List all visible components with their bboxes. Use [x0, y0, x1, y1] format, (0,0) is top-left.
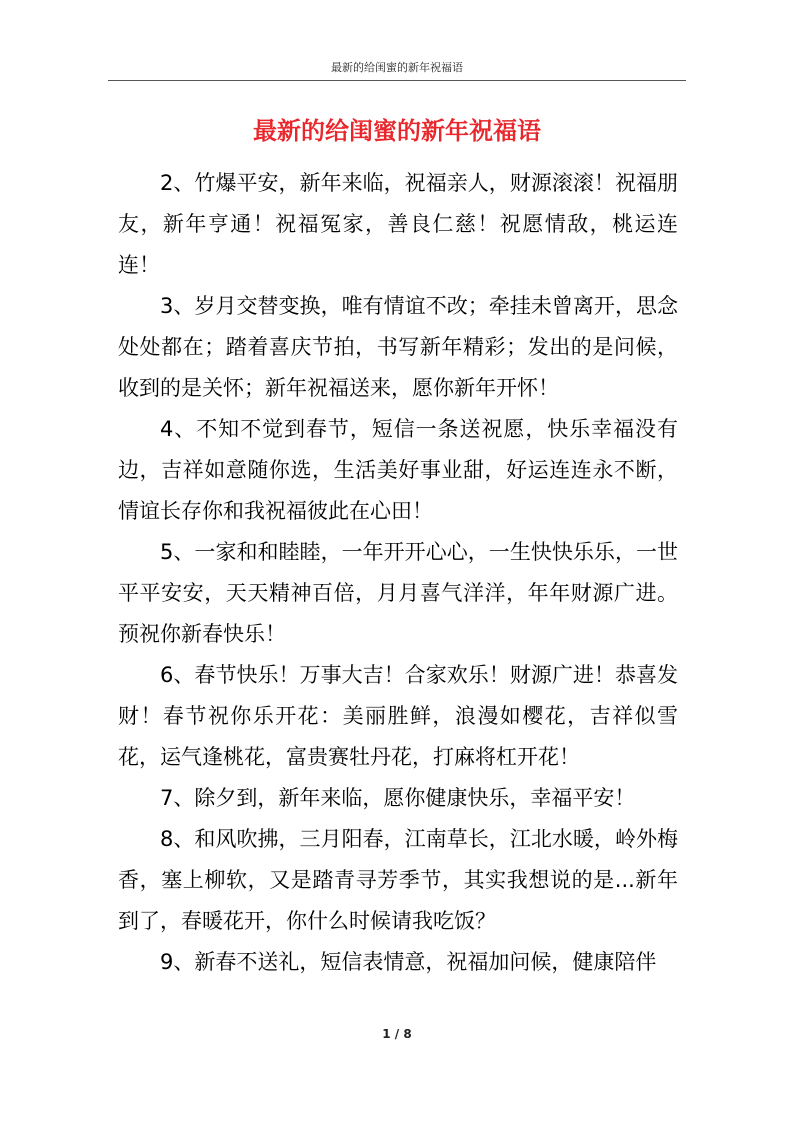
running-header: 最新的给闺蜜的新年祝福语 — [331, 61, 463, 74]
paragraph: 9、新春不送礼，短信表情意，祝福加问候，健康陪伴 — [160, 950, 657, 974]
document-title: 最新的给闺蜜的新年祝福语 — [253, 117, 541, 145]
paragraph: 4、不知不觉到春节，短信一条送祝愿，快乐幸福没有边，吉祥如意随你选，生活美好事业甜，好运连连永不断，情谊长存你和我祝福彼此在心田！ — [118, 417, 678, 523]
paragraph: 8、和风吹拂，三月阳春，江南草长，江北水暖，岭外梅香，塞上柳软，又是踏青寻芳季节，其实我想说的是...新年到了，春暖花开，你什么时候请我吃饭？ — [118, 827, 678, 933]
paragraph: 5、一家和和睦睦，一年开开心心，一生快快乐乐，一世平平安安，天天精神百倍，月月喜气洋洋，年年财源广进。预祝你新春快乐！ — [118, 540, 678, 646]
document-body — [118, 163, 678, 983]
paragraph: 2、竹爆平安，新年来临，祝福亲人，财源滚滚！祝福朋友，新年亨通！祝福冤家，善良仁慈！祝愿情敌，桃运连连！ — [118, 171, 678, 277]
paragraph: 7、除夕到，新年来临，愿你健康快乐，幸福平安！ — [160, 786, 636, 810]
paragraph: 3、岁月交替变换，唯有情谊不改；牵挂未曾离开，思念处处都在；踏着喜庆节拍，书写新年精彩；发出的是问候，收到的是关怀；新年祝福送来，愿你新年开怀！ — [118, 294, 678, 400]
paragraph: 6、春节快乐！万事大吉！合家欢乐！财源广进！恭喜发财！春节祝你乐开花：美丽胜鲜，浪漫如樱花，吉祥似雪花，运气逢桃花，富贵赛牡丹花，打麻将杠开花！ — [118, 663, 678, 769]
header-divider — [108, 80, 686, 81]
page-number: 1 / 8 — [382, 1027, 412, 1041]
